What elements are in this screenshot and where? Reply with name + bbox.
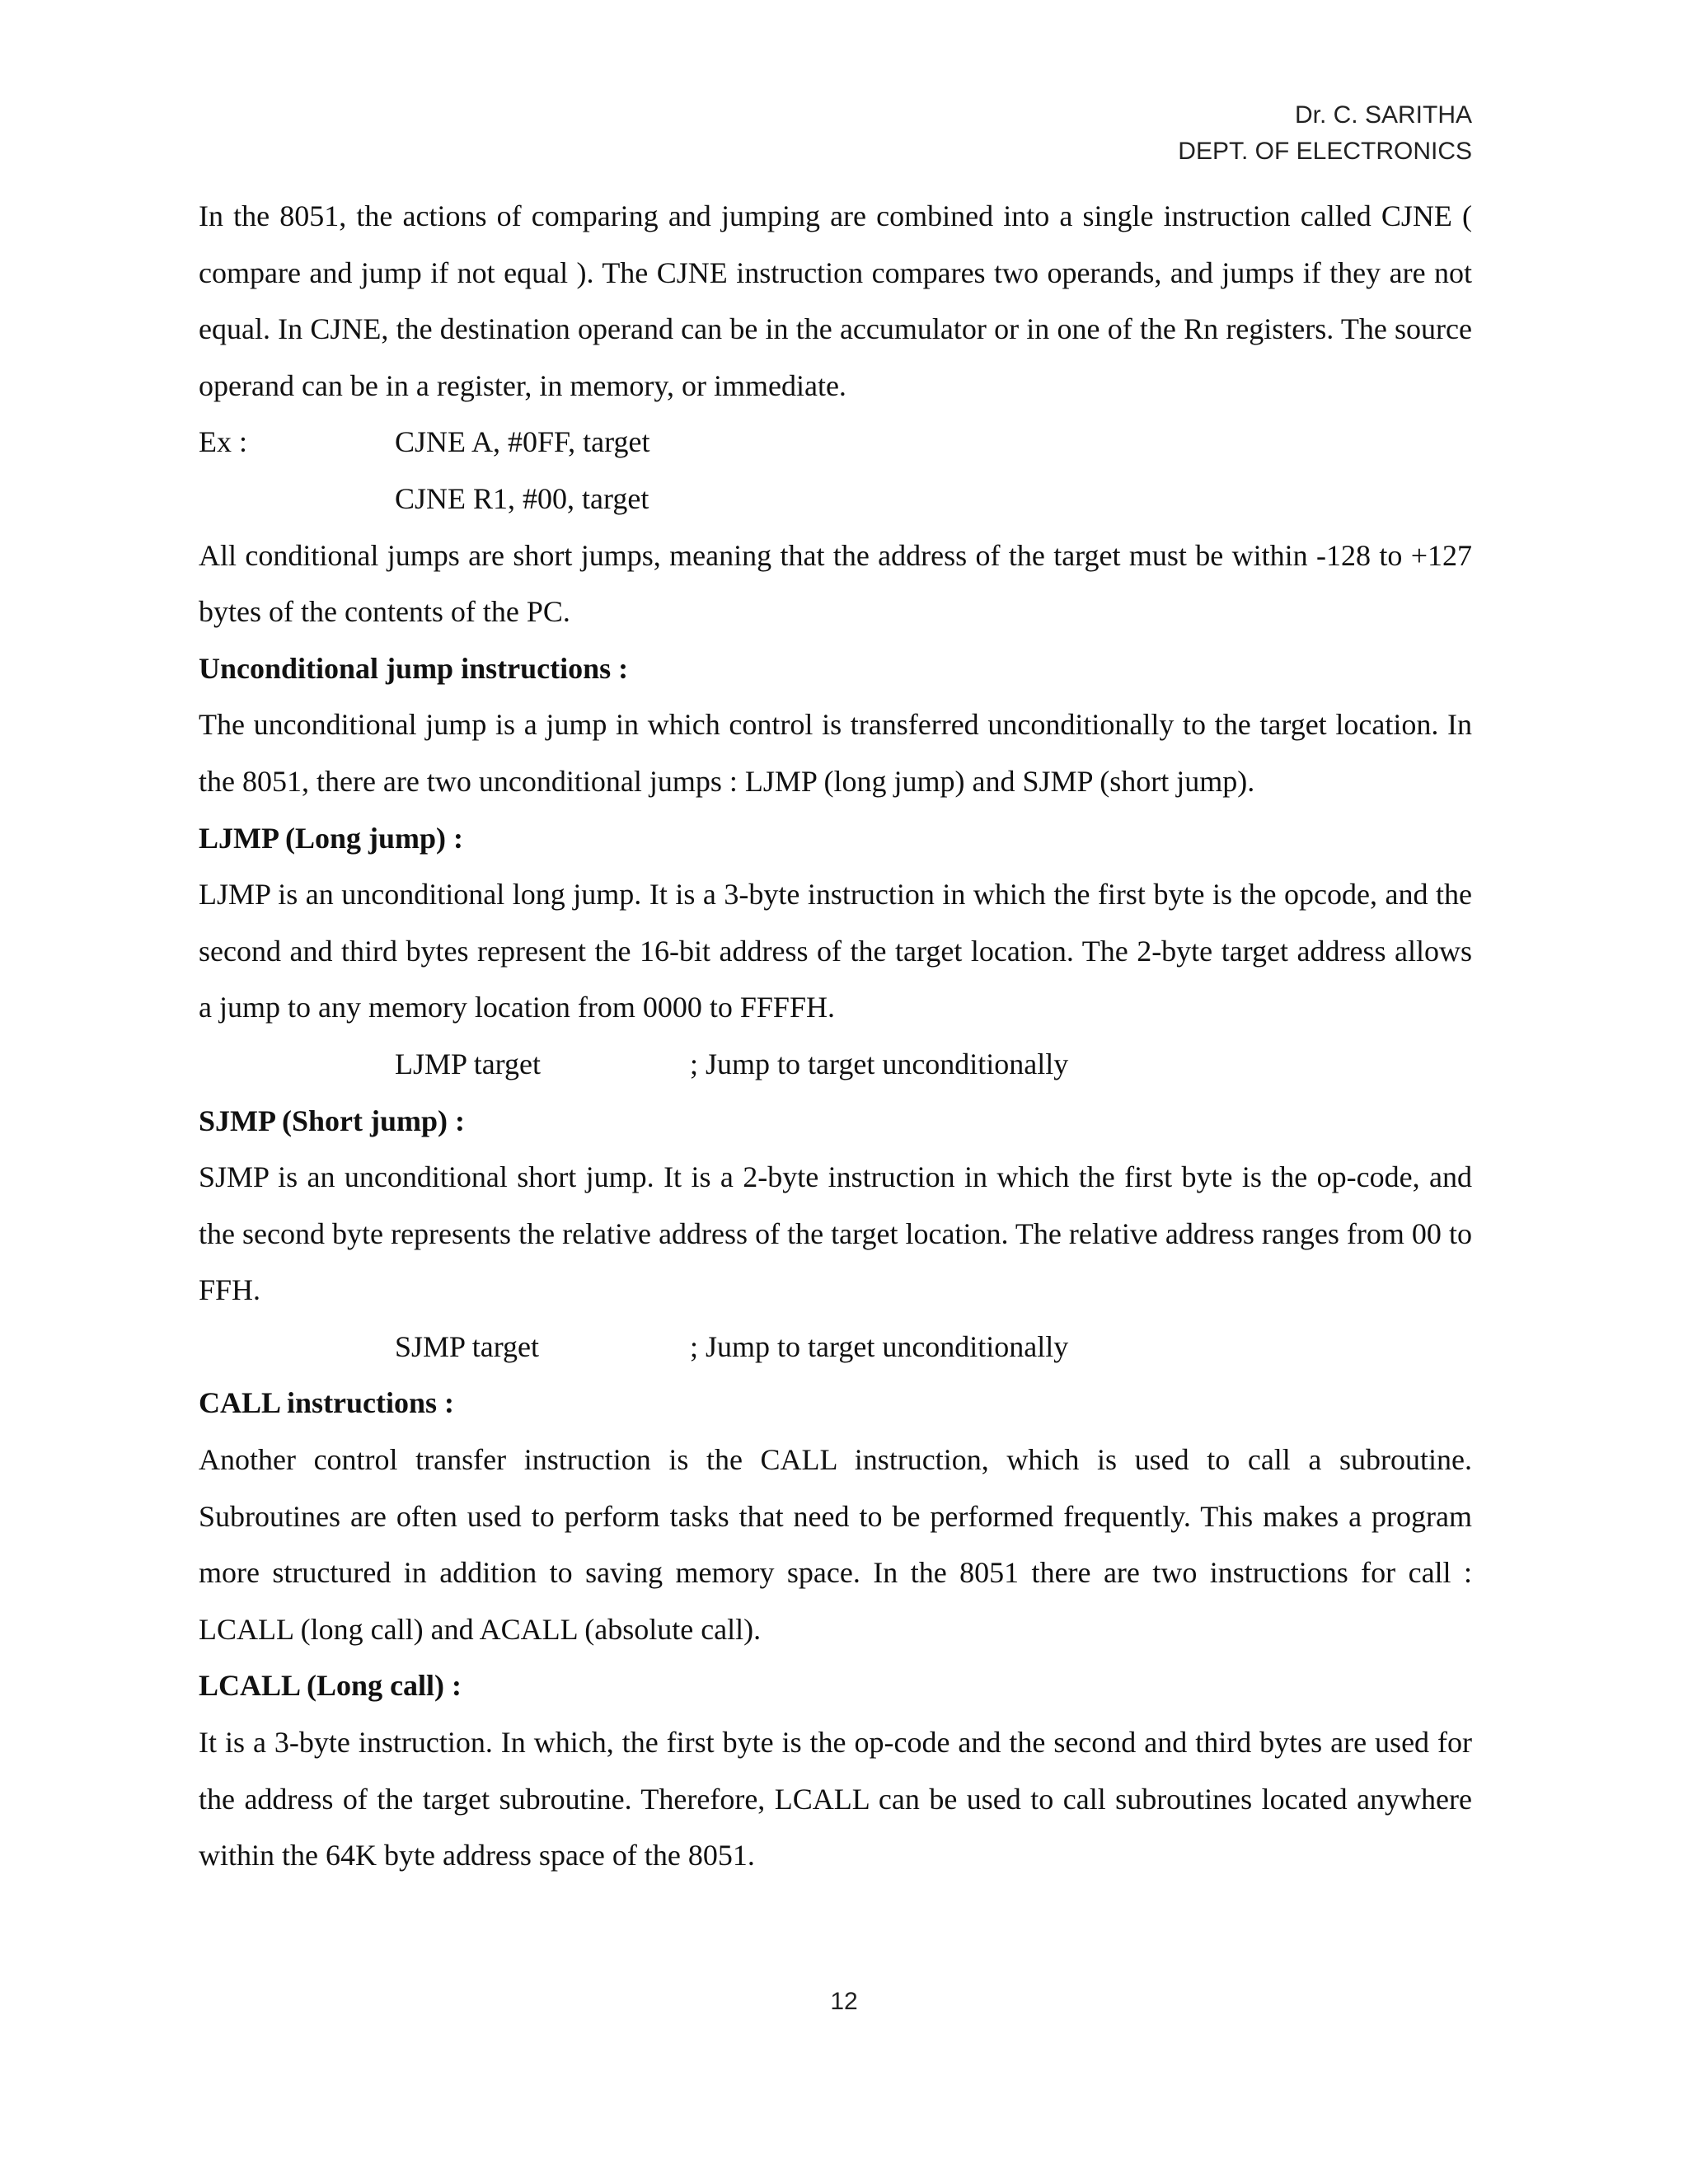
page-header [895, 97, 1472, 170]
ljmp-code-row [199, 1036, 1472, 1093]
ljmp-code: LJMP target [395, 1047, 541, 1080]
sjmp-paragraph: SJMP is an unconditional short jump. It is a 2-byte instruction in which the first byte is the op-code, and the second byte represents the relative address of the target location. The relative address ranges from 00 to FFH. [199, 1160, 1472, 1307]
unconditional-heading: Unconditional jump instructions : [199, 651, 629, 685]
document-body [199, 188, 1472, 1884]
ljmp-heading: LJMP (Long jump) : [199, 821, 464, 855]
header-department: DEPT. OF ELECTRONICS [1178, 138, 1472, 165]
lcall-heading: LCALL (Long call) : [199, 1669, 462, 1703]
ljmp-paragraph: LJMP is an unconditional long jump. It is a 3-byte instruction in which the first byte is the opcode, and the second and third bytes represent the 16-bit address of the target location. The 2-byte target address allows a jump to any memory location from 0000 to FFFFH. [199, 878, 1472, 1024]
short-jump-paragraph: All conditional jumps are short jumps, meaning that the address of the target must be within -128 to +127 bytes of the contents of the PC. [199, 538, 1472, 629]
example-label: Ex : [199, 425, 247, 459]
unconditional-paragraph: The unconditional jump is a jump in which control is transferred unconditionally to the target location. In the 8051, there are two unconditional jumps : LJMP (long jump) and SJMP (short jump). [199, 708, 1472, 798]
page-number: 12 [830, 1988, 858, 2015]
call-heading: CALL instructions : [199, 1386, 455, 1420]
cjne-paragraph: In the 8051, the actions of comparing and jumping are combined into a single instruction called CJNE ( compare and jump if not equal ). The CJNE instruction compares two operands, and jumps if they are not equal. In CJNE, the destination operand can be in the accumulator or in one of the Rn registers. The source operand can be in a register, in memory, or immediate. [199, 199, 1472, 402]
example-code-1: CJNE A, #0FF, target [395, 425, 650, 459]
example-row-1 [199, 414, 1472, 471]
sjmp-comment: ; Jump to target unconditionally [690, 1329, 1069, 1363]
sjmp-heading: SJMP (Short jump) : [199, 1104, 465, 1137]
ljmp-comment: ; Jump to target unconditionally [690, 1047, 1069, 1080]
header-author: Dr. C. SARITHA [1294, 101, 1472, 129]
call-paragraph: Another control transfer instruction is the CALL instruction, which is used to call a subroutine. Subroutines are often used to perform tasks that need to be performed frequently. This makes a program more structured in addition to saving memory space. In the 8051 there are two instructions for call : LCALL (long call) and ACALL (absolute call). [199, 1443, 1472, 1646]
lcall-paragraph: It is a 3-byte instruction. In which, the first byte is the op-code and the second and third bytes are used for the address of the target subroutine. Therefore, LCALL can be used to call subroutines located anywhere within the 64K byte address space of the 8051. [199, 1726, 1472, 1872]
sjmp-code-row [199, 1319, 1472, 1376]
sjmp-code: SJMP target [395, 1329, 540, 1363]
example-code-2: CJNE R1, #00, target [395, 481, 649, 515]
